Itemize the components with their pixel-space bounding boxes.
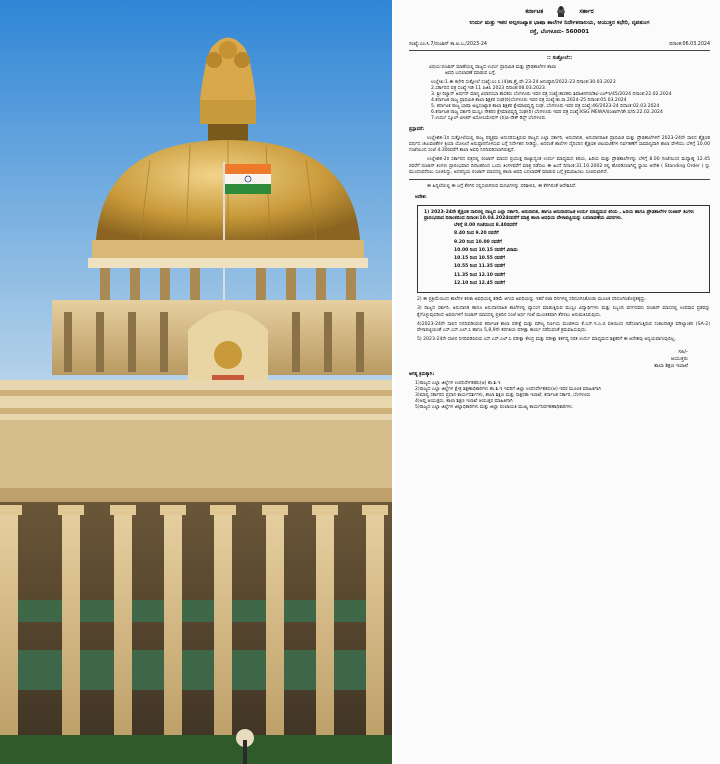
signature: ಸಹಿ/- — [678, 348, 688, 355]
timetable — [454, 222, 703, 289]
signatory-department: ಶಾಲಾ ಶಿಕ್ಷಣ ಇಲಾಖೆ — [654, 362, 688, 369]
circular-document — [395, 0, 720, 764]
reference-item: ಉಲ್ಲೇಖ:1.ಈ ಕಛೇರಿ ಸುತ್ತೋಲೆ ಸಂಖ್ಯೆ:ಎಂ.ಸಿ.(4)ಶಾ.ಶ್ರೈ.ವೇ.23-24 ಅನುಷ್ಠಾನ/2022-23 ದಿನಾಂಕ:30.03.2023 — [431, 79, 616, 85]
subject-heading: :: ಸುತ್ತೋಲೆ:: — [546, 55, 573, 62]
order-box — [417, 205, 710, 294]
subject-line1: ವಿಷಯ:ರಂಜಾನ್ ಮಾಹೆಯಲ್ಲಿ ರಾಜ್ಯದ ಉರ್ದು ಪ್ರಾಥಮಿಕ ಮತ್ತು ಪ್ರೌಢಶಾಲೆಗಳ ಶಾಲಾ — [429, 64, 557, 70]
order-item: 4)2023-24ನೇ ಸಾಲಿನ ನಿಗದಿಪಡಿಸಿರುವ ಕರ್ನಾಟಕ ಶಾಲಾ ಪರೀಕ್ಷೆ ಮತ್ತು ಮೌಲ್ಯ ನಿರ್ಣಯ ಮಂಡಳಿಯ ಕೆ.ಎಸ್.ಇ.ಎ.ಬಿ ವತಿಯಿಂದ ನಡೆಸಲಾಗುತ್ತಿರುವ ಸಂಕಲನಾತ್ಮಕ ಮೌಲ್ಯಾಂಕನ (SA-2) ವೇಳಾಪಟ್ಟಿಯಂತೆ ಎಸ್.ಎಸ್.ಎಲ್.ಸಿ ಹಾಗೂ 5,8,9ನೇ ತರಗತಿಯ ಪರೀಕ್ಷಾ ಕಾರ್ಯ ನಡೆಸುವಂತೆ ಕ್ರಮವಹಿಸುವುದು. — [417, 321, 710, 333]
timetable-row: ಬೆಳಿಗ್ಗೆ 8.00 ಗಂಟೆಯಿಂದ 8.40ರವರೆಗೆ — [454, 222, 518, 228]
reference-item: 3. ಶ್ರೀ ರಿಜ್ವಾನ್ ಅರ್ಷದ್ ಮಾನ್ಯ ವಿಧಾನಸಭಾ ಶಾಸಕರು ಬೆಂಗಳೂರು ಇವರ ಪತ್ರ ಸಂಖ್ಯೆ:ಶಾಸಕರು ಶಿವಾಜಿನಗರ/ಡಿಐ-ಎಲ್ಇ/45/2024 ದಿನಾಂಕ:22.02.2024 — [431, 91, 672, 97]
intro-line: ಈ ಹಿನ್ನಲೆಯಲ್ಲಿ ಈ ಬಗ್ಗೆ ಕೆಳಗಿನ ಸಲ್ಲಿಸಲಾಗಿರುವ ಮನವಿಗಳನ್ನು ಪರಿಶೀಲಿಸಿ, ಈ ಕೆಳಗಿನಂತೆ ಆದೇಶಿಸಿದೆ. — [427, 183, 577, 189]
reference-item: 7.ಉರ್ದು ಸ್ಕೂಲ್ ಟೀಚರ್ ಅಸೋಸಿಯೇಷನ್ (ರಿ)ಪಿ-ನೌಕ್ ಡಿಸ್ಟ್ ಬೆಂಗಳೂರು — [431, 116, 546, 122]
copy-label: ಅಗತ್ಯ ಕ್ರಮಕ್ಕಾಗಿ: — [409, 371, 435, 377]
lion-capital-emblem — [200, 38, 256, 151]
timetable-row: 9.20 ರಿಂದ 10.00 ರವರೆಗೆ — [454, 239, 502, 245]
reference-item: 2.ಸರ್ಕಾರದ ಪತ್ರ ಸಂಖ್ಯೆ:ಇಡಿ 11 ಪಿಜಿಸಿ 2023 ದಿನಾಂಕ:08.03.2023. — [431, 85, 547, 91]
timetable-row: 10.55 ರಿಂದ 11.35 ರವರೆಗೆ — [454, 264, 505, 270]
office-line1: ಉರ್ದು ಮತ್ತು ಇತರ ಅಲ್ಪಸಂಖ್ಯಾತ ಭಾಷಾ ಶಾಲೆಗಳ ನಿರ್ದೇಶನಾಲಯ, ಆಯುಕ್ತರ ಕಛೇರಿ, ನೃಪತುಂಗ — [469, 20, 650, 26]
copy-item: 5)ರಾಜ್ಯದ ಎಲ್ಲಾ ಜಿಲ್ಲೆಗಳ ಜಿಲ್ಲಾಧಿಕಾರಿಗಳು ಮತ್ತು ಜಿಲ್ಲಾ ಪಂಚಾಯತಿ ಮುಖ್ಯ ಕಾರ್ಯನಿರ್ವಹಣಾಧಿಕಾರಿಗಳು. — [415, 405, 574, 411]
signatory-title: ಆಯುಕ್ತರು — [670, 355, 688, 362]
timetable-row: 8.40 ರಿಂದ 9.20 ರವರೆಗೆ — [454, 231, 499, 237]
preamble-label: ಪ್ರಸ್ತಾವನೆ: — [409, 127, 425, 133]
order-item: 1) 2023-24ನೇ ಶೈಕ್ಷಣಿಕ ಸಾಲಿನಲ್ಲಿ ರಾಜ್ಯದ ಎಲ್ಲಾ ಸರ್ಕಾರಿ, ಅನುದಾನಿತ, ಹಾಗೂ ಅನುದಾನರಹಿತ ಉರ್ದು ಮಾಧ್ಯಮದ ಕಿರಿಯ , ಹಿರಿಯ ಹಾಗೂ ಪ್ರೌಢಶಾಲೆಗಳ ರಂಜಾನ್ ತಿಂಗಳು ಪ್ರಾರಂಭವಾದ ದಿನಾಂಕದಿಂದ ದಿನಾಂಕ:10.04.2024ರವರೆಗೆ ಮಾತ್ರ ಶಾಲಾ ಅವಧಿಯ ವೇಳಾಪಟ್ಟಿಯನ್ನು ಬದಲಾವಣೆಯ ವಿವರಗಳು. — [424, 209, 694, 221]
reference-item: 6.ಕರ್ನಾಟಕ ರಾಜ್ಯ ಸರ್ಕಾರಿ ಮುಸ್ಲಿಂ ನೌಕರರ ಕ್ಷೇಮಾಭಿವೃದ್ಧಿ ಸಂಘ(ರಿ) ಬೆಂಗಳೂರು ಇವರ ಪತ್ರ ಸಂಖ್ಯೆ:KSG MEWA/ರಂಜಾನ್/ಡೇ.ಪ/ದಿ:22.02.2024 — [431, 110, 663, 116]
references-list — [431, 80, 710, 122]
timetable-row: 10.15 ರಿಂದ 10.55 ರವರೆಗೆ — [454, 256, 505, 262]
order-label: ಆದೇಶ: — [415, 194, 427, 200]
copy-item: 3)ಮಾನ್ಯ ಸರ್ಕಾರದ ಪ್ರಧಾನ ಕಾರ್ಯದರ್ಶಿಗಳು, ಶಾಲಾ ಶಿಕ್ಷಣ ಮತ್ತು ಸಾಕ್ಷರತಾ ಇಲಾಖೆ, ಕರ್ನಾಟಕ ಸರ್ಕಾರ, ಬೆಂಗಳೂರು — [415, 392, 591, 398]
reference-number: ಸಂಖ್ಯೆ:ಎಂ.ಸಿ.7/ರಂಜಾನ್ ಕಾ.ಅ.ಬ./2023-24 — [409, 41, 487, 47]
copy-item: 4)ಆಪ್ತ ಆಯುಕ್ತರು, ಶಾಲಾ ಶಿಕ್ಷಣ ಇಲಾಖೆ ಆಯುಕ್ತರ ಮಾಹಿತಿಗಾಗಿ — [415, 399, 513, 405]
office-line2: ರಸ್ತೆ, ಬೆಂಗಳೂರು- 560001 — [529, 29, 590, 36]
order-item: 2) ಈ ಪ್ರಕ್ರಿಯೆಯಿಂದ ಶಾಲೆಗಳ ಕಲಿಕಾ ಅವಧಿಯಲ್ಲಿ ಕಡಿಮೆ ಆಗುವ ಅವಧಿಯನ್ನು ಇತರೆ ರಜಾ ದಿನಗಳಲ್ಲಿ ಸರಿದೂಗಿಸಿಕೊಂಡು ಮೂಲಕ ಸರಿದೂಗಿಸಿಕೊಳ್ಳತಕ್ಕದ್ದು. — [417, 297, 647, 303]
order-item: 5) 2023-24ನೇ ಸಾಲಿನ ನಿಗದಿಪಡಿಸಿರುವ ಎಸ್.ಎಸ್.ಎಲ್.ಸಿ ಪರೀಕ್ಷಾ ಕೇಂದ್ರ ಮತ್ತು ಪರೀಕ್ಷಾ ಕರ್ತವ್ಯ ನಿರತ ಉರ್ದು ಮಾಧ್ಯಮದ ಶಿಕ್ಷಕರಿಗೆ ಈ ಆದೇಶವು ಅನ್ವಯವಾಗುವುದಿಲ್ಲ. — [417, 336, 676, 342]
copy-item: 1)ರಾಜ್ಯದ ಎಲ್ಲಾ ಜಿಲ್ಲೆಗಳ ಉಪನಿರ್ದೇಶಕರು(ಆ) ಶಾ.ಶಿ.ಇ — [415, 380, 501, 386]
subject-line2: ಅವಧಿ ಬದಲಾವಣೆ ಮಾಡುವ ಬಗ್ಗೆ. — [445, 70, 497, 76]
gov-left: ಕರ್ನಾಟಕ — [525, 7, 544, 15]
government-header — [409, 4, 710, 18]
timetable-row: 10.00 ರಿಂದ 10.15 ರವರೆಗೆ ವಿರಾಮ — [454, 247, 518, 253]
divider — [409, 179, 710, 180]
gov-right: ಸರ್ಕಾರ — [579, 7, 594, 15]
reference-item: 4.ಕರ್ನಾಟಕ ರಾಜ್ಯ ಪ್ರಾಥಮಿಕ ಶಾಲಾ ಶಿಕ್ಷಕರ ಸಂಘ(ರಿ)ಬೆಂಗಳೂರು ಇವರ ಪತ್ರ ಸಂಖ್ಯೆ:ಕಾ.ರಾ.2024-25 ದಿನಾಂಕ:05.03.2024 — [431, 97, 627, 103]
order-item: 3) ರಾಜ್ಯದ ಸರ್ಕಾರಿ, ಅನುದಾನಿತ ಹಾಗೂ ಅನುದಾನರಹಿತ ಶಾಲೆಗಳಲ್ಲಿ ವ್ಯಾಸಂಗ ಮಾಡುತ್ತಿರುವ ಮುಸ್ಲಿಂ ವಿದ್ಯಾರ್ಥಿಗಳು ಮತ್ತು ಸಿಬ್ಬಂದಿ ವರ್ಗದವರು ರಂಜಾನ್ ಮಾಸದಲ್ಲಿ ಉಪವಾಸ ವ್ರತವನ್ನು ಕೈಗೊಳ್ಳುವುದರಿಂದ ಅವರುಗಳಿಗೆ ರಂಜಾನ್ ಮಾಸದಲ್ಲಿ ಪ್ರತಿದಿನ ಸಂಜೆ ಅರ್ಧ ಗಂಟೆ ಮುಂಚಿತವಾಗಿ ತೆರಳಲು ಅನುಮತಿಸಿರುವುದು. — [417, 306, 710, 318]
copy-list — [415, 381, 710, 411]
copy-item: 2)ರಾಜ್ಯದ ಎಲ್ಲಾ ಜಿಲ್ಲೆಗಳ ಕ್ಷೇತ್ರ ಶಿಕ್ಷಣಾಧಿಕಾರಿಗಳು ಶಾ.ಶಿ.ಇ ಇವರಿಗೆ ಜಿಲ್ಲಾ ಉಪನಿರ್ದೇಶಕರು(ಆ) ಇವರ ಮೂಲಕ ಮಾಹಿತಿಗಾಗಿ — [415, 386, 602, 392]
preamble-paragraph: ಉಲ್ಲೇಖಿತ-1ರ ಸುತ್ತೋಲೆಯಲ್ಲಿ ರಾಜ್ಯ ಪಠ್ಯಕ್ರಮ ಅನುಸರಿಸುತ್ತಿರುವ ರಾಜ್ಯದ ಎಲ್ಲಾ ಸರ್ಕಾರಿ, ಅನುದಾನಿತ, ಅನುದಾನರಹಿತ ಪ್ರಾಥಮಿಕ ಮತ್ತು ಪ್ರೌಢಶಾಲೆಗಳಿಗೆ 2023-24ನೇ ಸಾಲಿನ ಶೈಕ್ಷಣಿಕ ವರ್ಷದ ಚಟುವಟಿಕೆಗಳ ಕ್ರಿಯಾ ಯೋಜನೆ ಅನುಷ್ಠಾನಗೊಳಿಸುವ ಬಗ್ಗೆ ನಿರ್ದೇಶನ ನೀಡಿದ್ದು, ಅದರಂತೆ ಶಾಲೆಗಳ ದೈನಂದಿನ ಶೈಕ್ಷಣಿಕ ಚಟುವಟಿಕೆಗಳ ನಿರ್ವಹಣೆಗೆ ಸಾಮಾನ್ಯವಾಗಿ ಶಾಲಾ ವೇಳೆಯು ಬೆಳಿಗ್ಗೆ 10.00 ಗಂಟೆಯಿಂದ ಸಂಜೆ 4.30ರವರೆಗೆ ಶಾಲಾ ಅವಧಿ ನಿಗದಿಪಡಿಸಲಾಗಿರುತ್ತದೆ. — [409, 136, 710, 154]
timetable-row: 12.10 ರಿಂದ 12.45 ರವರೆಗೆ — [454, 281, 505, 287]
divider — [409, 50, 710, 51]
preamble-paragraph: ಉಲ್ಲೇಖಿತ-2ರ ಸರ್ಕಾರದ ಪತ್ರದಲ್ಲಿ ರಂಜಾನ್ ಮಾಸದ ಪ್ರಯುಕ್ತ ರಾಜ್ಯಾದ್ಯಂತ ಉರ್ದು ಮಾಧ್ಯಮದ ಕಿರಿಯ, ಹಿರಿಯ ಮತ್ತು ಪ್ರೌಢಶಾಲೆಗಳನ್ನು ಬೆಳಿಗ್ಗೆ 8.00 ಗಂಟೆಯಿಂದ ಮಧ್ಯಾಹ್ನ 12.45 ರವರೆಗೆ ರಂಜಾನ್ ತಿಂಗಳು ಪ್ರಾರಂಭವಾದ ದಿನಾಂಕದಿಂದ ಒಂದು ತಿಂಗಳವರೆಗೆ ಮಾತ್ರ ನಡೆಸಲು ಈ ಹಿಂದೆ ದಿನಾಂಕ:31.10.2002 ರಲ್ಲಿ ಹೊರಡಿಸಲಾಗಿದ್ದ ಸ್ಥಾಯಿ ಆದೇಶ ( Standing Order ) ನ್ನು ಮುಂದುವರೆಸಲು ಸೂಚಿಸಿದ್ದು, ಅದರನ್ವಯ ರಂಜಾನ್ ಮಾಸದಲ್ಲಿ ಶಾಲಾ ಅವಧಿ ಬದಲಾವಣೆ ಮಾಡುವ ಬಗ್ಗೆ ಕ್ರಮವಹಿಸಲು ಸೂಚಿಸಲಾಗಿದೆ. — [409, 157, 710, 175]
reference-item: 5. ಕರ್ನಾಟಕ ರಾಜ್ಯ ಭಾಷಾ ಅಲ್ಪಸಂಖ್ಯಾತ ಶಾಲಾ ಶಿಕ್ಷಕರ ಕ್ಷೇಮಾಭಿವೃದ್ಧಿ ಸಂಘ, ಬೆಂಗಳೂರು ಇವರ ಪತ್ರ ಸಂಖ್ಯೆ:46/2023-24 ದಿನಾಂಕ:02.03.2024 — [431, 104, 660, 110]
state-emblem-icon — [555, 4, 567, 18]
timetable-row: 11.35 ರಿಂದ 12.10 ರವರೆಗೆ — [454, 272, 505, 278]
signature-block — [409, 349, 688, 370]
document-date: ದಿನಾಂಕ:06.03.2024 — [669, 41, 710, 47]
